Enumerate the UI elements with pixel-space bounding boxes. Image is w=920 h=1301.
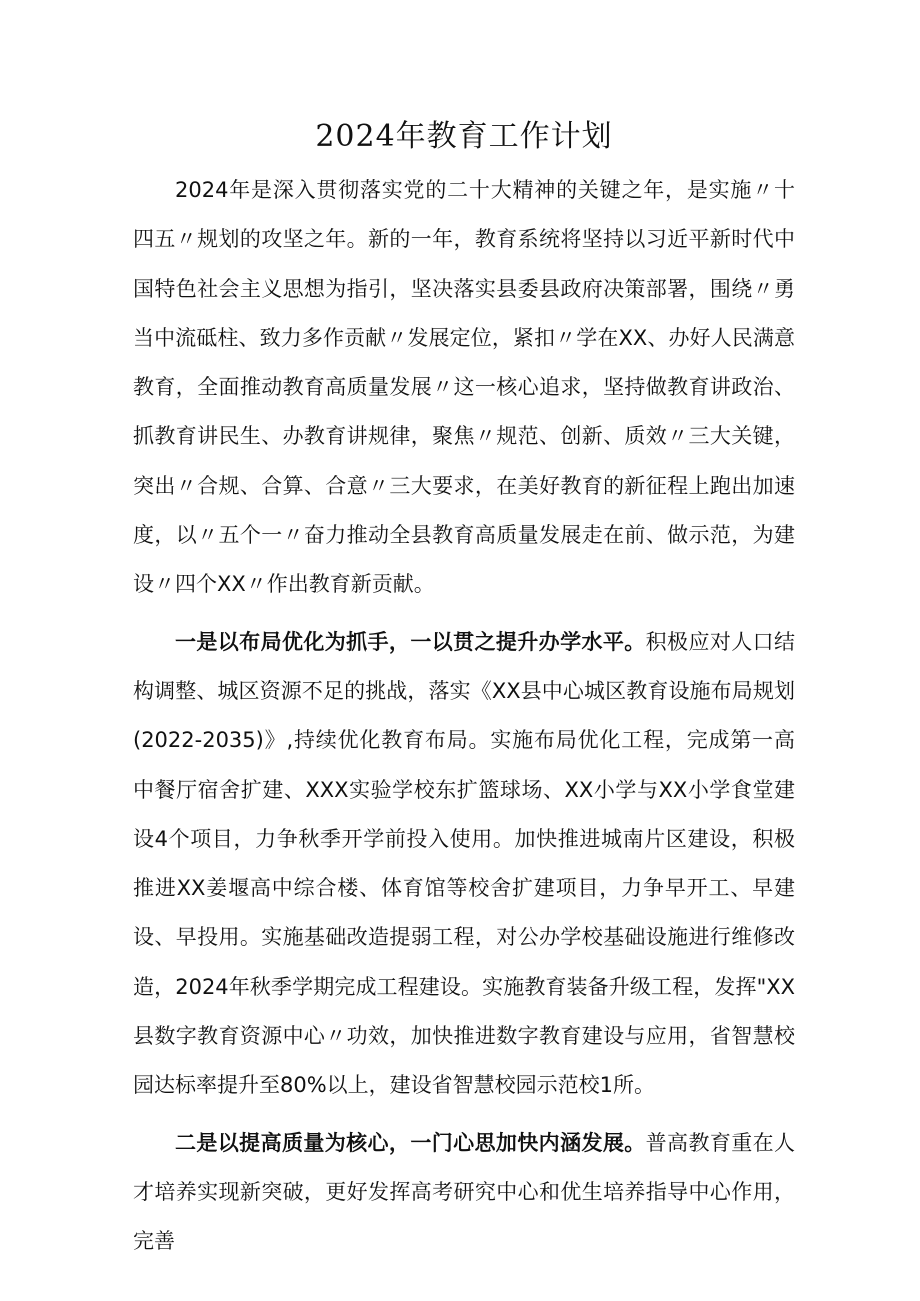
paragraph-lead: 一是以布局优化为抓手，一以贯之提升办学水平。 [175, 629, 646, 654]
document-title: 2024年教育工作计划 [315, 119, 613, 154]
paragraph-body: 积极应对人口结构调整、城区资源不足的挑战，落实《XX县中心城区教育设施布局规划(2022-2035)》,持续优化教育布局。实施布局优化工程，完成第一高中餐厅宿舍扩建、XXX实验学校东扩篮球场、XX小学与XX小学食堂建设4个项目，力争秋季开学前投入使用。加快推进城南片区建设，积极推进XX姜堰高中综合楼、体育馆等校舍扩建项目，力争早开工、早建设、早投用。实施基础改造提弱工程，对公办学校基础设施进行维修改造，2024年秋季学期完成工程建设。实施教育装备升级工程，发挥"XX县数字教育资源中心〃功效，加快推进数字教育建设与应用，省智慧校园达标率提升至80%以上，建设省智慧校园示范校1所。 [133, 629, 796, 1098]
paragraph-intro [133, 166, 795, 610]
paragraph-lead: 二是以提高质量为核心，一门心思加快内涵发展。 [175, 1130, 646, 1155]
paragraph-body: 2024年是深入贯彻落实党的二十大精神的关键之年，是实施〃十四五〃规划的攻坚之年。新的一年，教育系统将坚持以习近平新时代中国特色社会主义思想为指引，坚决落实县委县政府决策部署，围绕〃勇当中流砥柱、致力多作贡献〃发展定位，紧扣〃学在XX、办好人民满意教育，全面推动教育高质量发展〃这一核心追求，坚持做教育讲政治、抓教育讲民生、办教育讲规律，聚焦〃规范、创新、质效〃三大关键，突出〃合规、合算、合意〃三大要求，在美好教育的新征程上跑出加速度，以〃五个一〃奋力推动全县教育高质量发展走在前、做示范，为建设〃四个XX〃作出教育新贡献。 [133, 178, 795, 597]
document-page [133, 110, 795, 1275]
paragraph-body: 普高教育重在人才培养实现新突破，更好发挥高考研究中心和优生培养指导中心作用，完善 [133, 1130, 796, 1254]
paragraph-quality-improvement [133, 1119, 795, 1267]
paragraph-layout-optimization [133, 618, 795, 1111]
